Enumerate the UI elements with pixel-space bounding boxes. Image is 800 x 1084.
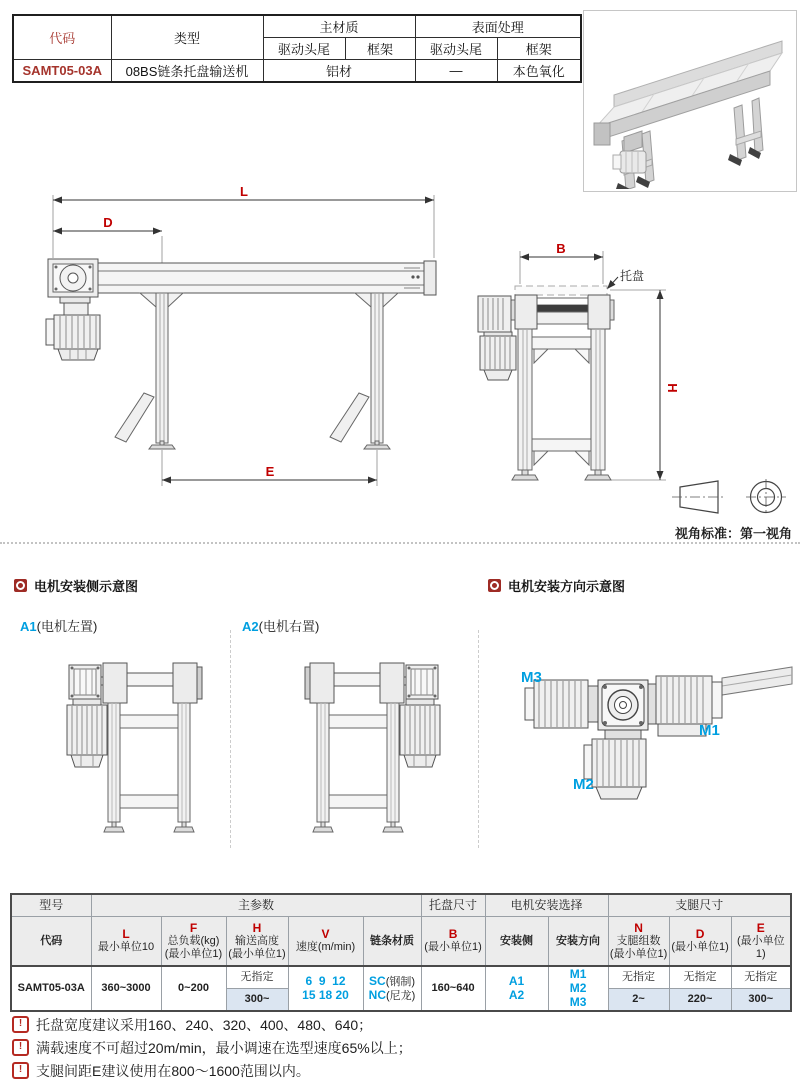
motor-side-diagrams [25, 655, 460, 850]
col-V: V 速度(m/min) [288, 917, 363, 967]
row-code: SAMT05-03A [11, 966, 91, 1011]
pallet-label: 托盘 [620, 269, 645, 283]
header-main-material: 主材质 [263, 15, 415, 38]
dim-E-label: E [265, 464, 275, 479]
row-H-bottom: 300~ [226, 989, 288, 1012]
row-D-bottom: 220~ [669, 989, 731, 1012]
col-B: B (最小单位1) [421, 917, 485, 967]
section-motor-side-title: 电机安装侧示意图 [34, 579, 139, 594]
dim-D-label: D [103, 215, 113, 230]
row-side: A1 A2 [485, 966, 548, 1011]
side-view-drawing [20, 186, 470, 506]
legs [115, 293, 398, 449]
header-type: 类型 [111, 15, 263, 60]
motor-direction-diagram [495, 658, 795, 853]
note-3 [12, 1059, 412, 1082]
header-frame: 框架 [345, 38, 415, 60]
col-D: D (最小单位1) [669, 917, 731, 967]
row-V: 6 9 12 15 18 20 [288, 966, 363, 1011]
stand-a2 [305, 663, 440, 832]
motor [46, 297, 100, 360]
cell-material-value: 铝材 [263, 60, 415, 83]
cell-code-value: SAMT05-03A [13, 60, 111, 83]
header-drive-ends: 驱动头尾 [263, 38, 345, 60]
a2-desc: (电机右置) [258, 619, 320, 634]
note-3-text: 支腿间距E建议使用在800～1600范围以内。 [36, 1062, 310, 1079]
col-code: 代码 [11, 917, 91, 967]
a1-desc: (电机左置) [36, 619, 98, 634]
section-divider [0, 542, 800, 544]
row-L: 360~3000 [91, 966, 161, 1011]
motor-end-view [478, 296, 516, 380]
cell-surface-drive-value: — [415, 60, 497, 83]
warning-icon: ! [12, 1016, 29, 1033]
group-leg-size: 支腿尺寸 [608, 894, 791, 917]
dim-L-label: L [240, 186, 248, 199]
m1-label: M1 [699, 722, 720, 739]
dim-B-label: B [556, 241, 566, 256]
col-H: H 输送高度 (最小单位1) [226, 917, 288, 967]
motor-m3 [525, 680, 598, 728]
col-L: L 最小单位10 [91, 917, 161, 967]
section-motor-side [14, 576, 138, 595]
warning-icon: ! [12, 1062, 29, 1079]
conveyor-beam [98, 261, 436, 295]
col-direction: 安装方向 [548, 917, 608, 967]
note-1-text: 托盘宽度建议采用160、240、320、400、480、640； [36, 1016, 373, 1033]
header-frame-2: 框架 [497, 38, 581, 60]
row-E-top: 无指定 [731, 966, 791, 989]
pallet-dashed [515, 286, 607, 295]
row-chain: SC(钢制) NC(尼龙) [363, 966, 421, 1011]
dim-H-label: H [665, 383, 680, 393]
row-N-top: 无指定 [608, 966, 669, 989]
row-D-top: 无指定 [669, 966, 731, 989]
section-bullet-icon [14, 579, 27, 592]
col-N: N 支腿组数 (最小单位1) [608, 917, 669, 967]
section-motor-direction [488, 576, 625, 595]
cell-surface-frame-value: 本色氧化 [497, 60, 581, 83]
product-code-table [12, 14, 582, 83]
header-drive-ends-2: 驱动头尾 [415, 38, 497, 60]
group-motor-select: 电机安装选择 [485, 894, 608, 917]
gearbox [598, 680, 648, 730]
cell-type-value: 08BS链条托盘输送机 [111, 60, 263, 83]
col-E: E (最小单位1) [731, 917, 791, 967]
drive-head [48, 259, 98, 297]
conveyor-photo-illustration [584, 11, 794, 189]
row-F: 0~200 [161, 966, 226, 1011]
stand-a1 [67, 663, 202, 832]
view-standard-label: 视角标准：第一视角 [674, 526, 792, 541]
row-direction: M1 M2 M3 [548, 966, 608, 1011]
col-F: F 总负载(kg) (最小单位1) [161, 917, 226, 967]
col-side: 安装侧 [485, 917, 548, 967]
first-angle-symbol [668, 478, 798, 520]
spec-table [10, 893, 792, 1012]
label-a1 [20, 616, 97, 635]
note-2 [12, 1036, 412, 1059]
row-N-bottom: 2~ [608, 989, 669, 1012]
m2-label: M2 [573, 776, 594, 793]
section-bullet-icon [488, 579, 501, 592]
row-H-top: 无指定 [226, 966, 288, 989]
m3-label: M3 [521, 669, 542, 686]
divider-a2-m [478, 630, 479, 848]
section-motor-direction-title: 电机安装方向示意图 [508, 579, 626, 594]
group-pallet-size: 托盘尺寸 [421, 894, 485, 917]
header-surface-treatment: 表面处理 [415, 15, 581, 38]
product-photo [583, 10, 797, 192]
group-model: 型号 [11, 894, 91, 917]
label-a2 [242, 616, 319, 635]
a2-code: A2 [242, 619, 259, 634]
note-1 [12, 1013, 412, 1036]
a1-code: A1 [20, 619, 37, 634]
footnotes [12, 1013, 412, 1082]
col-chain: 链条材质 [363, 917, 421, 967]
row-B: 160~640 [421, 966, 485, 1011]
note-2-text: 满载速度不可超过20m/min，最小调速在选型速度65%以上； [36, 1039, 412, 1056]
stand-end-view [512, 329, 611, 480]
header-code: 代码 [13, 15, 111, 60]
warning-icon: ! [12, 1039, 29, 1056]
beam-cross-section [511, 295, 614, 329]
row-E-bottom: 300~ [731, 989, 791, 1012]
group-main-params: 主参数 [91, 894, 421, 917]
